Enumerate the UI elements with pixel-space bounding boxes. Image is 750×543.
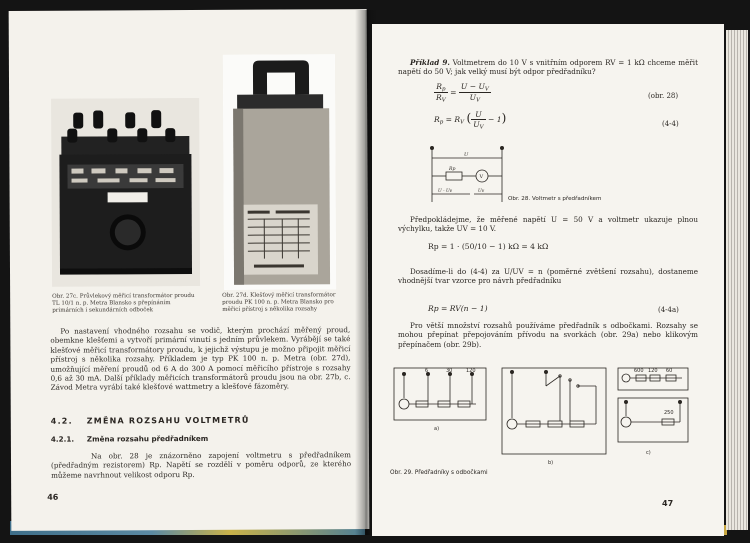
label-c: c) — [646, 450, 651, 456]
section-number: 4.2. — [50, 416, 73, 426]
formula-ratio: $\frac{R_p}{R_V}$ = $\frac{U - U_V}{U_V}$ — [436, 82, 489, 104]
figure-27c-caption: Obr. 27c. Průvlekový měřicí transformátor proudu TL 10/1 n. p. Metra Blansko s přepínáním primárních i sekundárních odboček — [52, 292, 195, 314]
figure-29-circuits — [390, 364, 710, 476]
label-a: a) — [434, 426, 440, 432]
tap-a-2: 30 — [446, 368, 453, 374]
label-v: V — [479, 174, 484, 180]
paragraph-voltmeter-resistor: Na obr. 28 je znázorněno zapojení voltmetru s předřadníkem (předřadným rezistorem) Rp. Napětí se rozdělí v poměru odporů, ze kterého můžeme navrhnout velikost odporu Rp. — [50, 450, 352, 480]
label-u: U — [464, 152, 469, 158]
photo-clamp-meter-pk100 — [223, 54, 336, 290]
subsection-number: 4.2.1. — [50, 434, 75, 444]
paragraph-substitute: Dosadíme-li do (4-4) za U/UV = n (poměrné zvětšení rozsahu), dostaneme vhodnější tvar vzorce pro návrh předřadníku — [398, 267, 698, 286]
subsection-title: Změna rozsahu předřadníkem — [86, 433, 209, 444]
tap-c-250: 250 — [664, 410, 674, 416]
photo-current-transformer-tl10 — [51, 98, 200, 287]
figure-28-caption: Obr. 28. Voltmetr s předřadníkem — [508, 196, 602, 202]
equation-number-4-4a: (4-4a) — [658, 306, 679, 314]
example-text: Voltmetrem do 10 V s vnitřním odporem RV = 1 kΩ chceme měřit napětí do 50 V; jak velký musí být odpor předřadníku? — [398, 58, 698, 77]
label-b: b) — [548, 460, 554, 466]
tap-a-3: 120 — [466, 368, 476, 374]
subsection-heading — [51, 434, 208, 444]
tap-a-1: 6 — [425, 368, 429, 374]
equation-number-obr28: (obr. 28) — [648, 92, 679, 100]
example-label: Příklad 9. — [410, 58, 450, 67]
label-rp: Rp — [449, 167, 456, 172]
left-page — [9, 9, 370, 531]
paragraph-tapped-resistor: Pro větší množství rozsahů používáme předřadník s odbočkami. Rozsahy se mohou přepínat přepojováním přívodu na svorkách (obr. 29a) nebo klikovým přepínačem (obr. 29b). — [398, 321, 698, 349]
figure-28-circuit — [428, 142, 538, 214]
paragraph-assume: Předpokládejme, že měřené napětí U = 50 V a voltmetr ukazuje plnou výchylku, takže UV = 10 V. — [398, 215, 698, 234]
tap-c-3: 60 — [666, 368, 673, 374]
label-u-minus-uv: U - Uv — [438, 189, 453, 194]
calculation-rp: Rp = 1 · (50/10 − 1) kΩ = 4 kΩ — [428, 242, 549, 251]
figure-29-caption: Obr. 29. Předřadníky s odbočkami — [390, 470, 488, 476]
label-uv: Uv — [478, 189, 485, 194]
equation-number-4-4: (4-4) — [662, 120, 679, 128]
example-9 — [398, 58, 698, 77]
page-number-left: 46 — [47, 492, 59, 502]
page-number-right: 47 — [662, 499, 674, 508]
section-heading — [51, 416, 250, 426]
tap-c-1: 600 — [634, 368, 644, 374]
paragraph-clamp-transformer: Po nastavení vhodného rozsahu se vodič, kterým prochází měřený proud, obemkne klešťemi a vytvoří primární vinutí s jedním průvlekem. Vyrábějí se také klešťové měřicí transformátory proudu, k jejichž výstupu je možno připojit měřicí přístroj s několika rozsahy. Příkladem je typ PK 100 n. p. Metra (obr. 27d), umožňující měření proudů od 6 A do 300 A pomocí měřicího přístroje s rozsahy 0,6 až 30 mA. Další příklady měřicích transformátorů proudu jsou na obr. 27b, c. Závod Metra vyrábí také klešťové wattmetry a klešťové fázoměry. — [50, 325, 351, 393]
right-page — [372, 24, 724, 536]
formula-4-4a: Rp = RV(n − 1) — [428, 304, 488, 313]
tap-c-2: 120 — [648, 368, 658, 374]
page-edges — [726, 30, 748, 530]
formula-4-4: $R_p = R_V$ ( $\frac{U}{U_V}$ − 1) — [434, 110, 507, 131]
section-title: ZMĚNA ROZSAHU VOLTMETRŮ — [86, 415, 250, 426]
figure-27d-caption: Obr. 27d. Klešťový měřicí transformátor proudu PK 100 n. p. Metra Blansko pro měřicí přístroj s několika rozsahy — [222, 292, 336, 313]
